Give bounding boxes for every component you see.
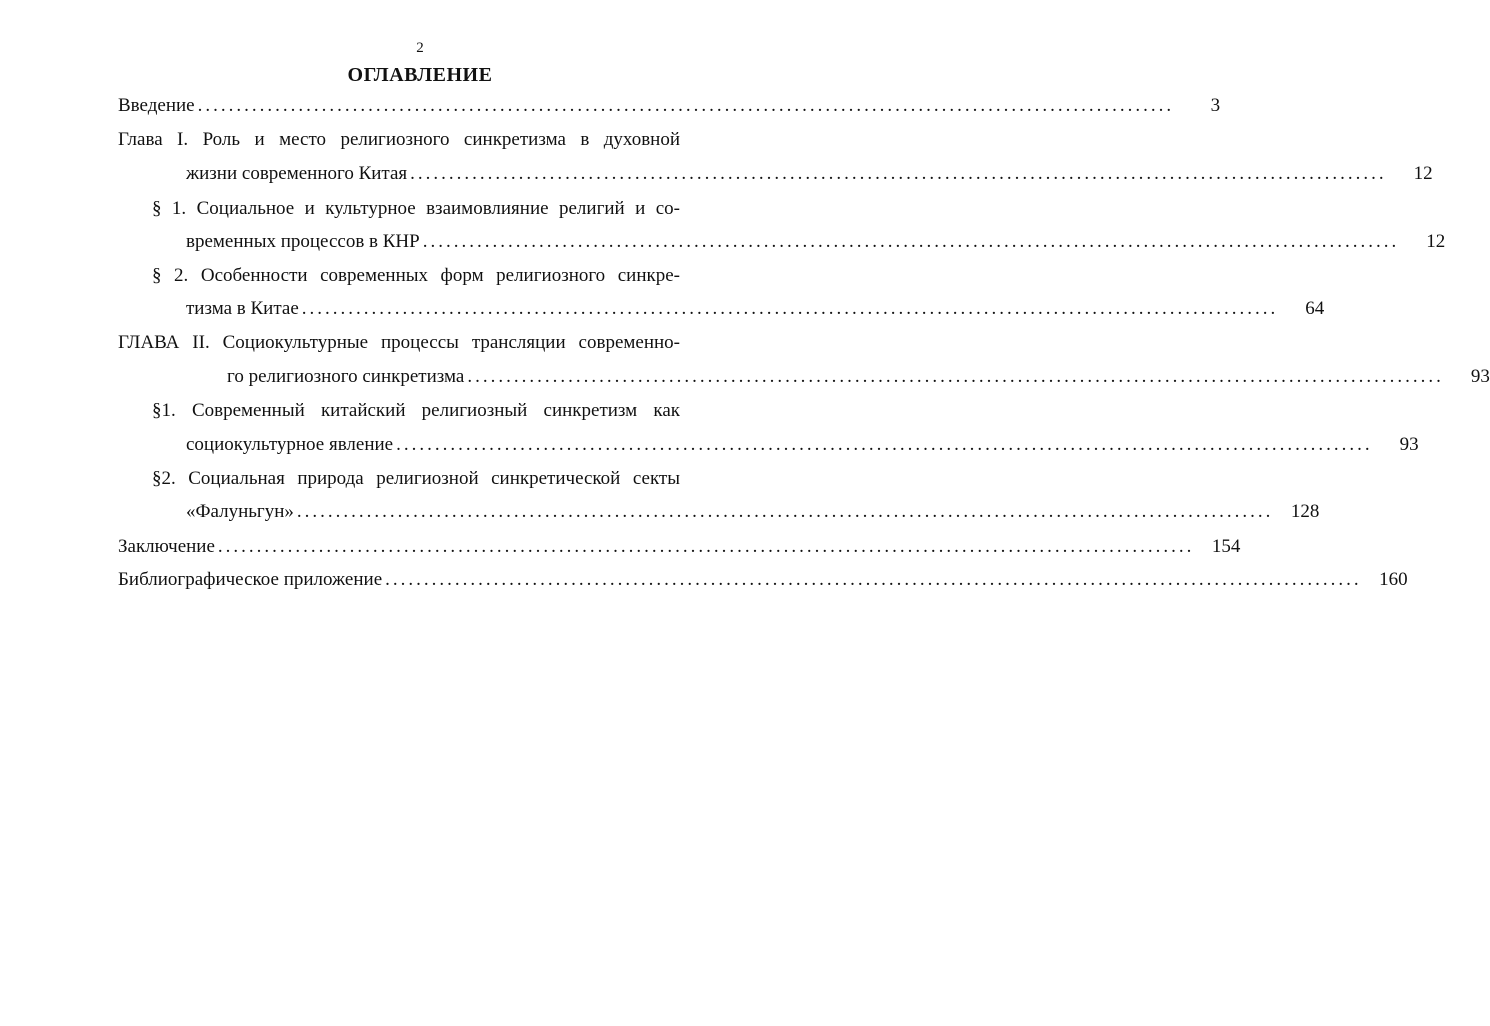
toc-entry-section-1-1-line1[interactable]: § 1. Социальное и культурное взаимовлияние религий и со- [152, 198, 680, 219]
toc-leader-dots: .............................................................................................................................. [385, 569, 1362, 590]
toc-entry-section-1-2-line1[interactable]: § 2. Особенности современных форм религиозного синкре- [152, 265, 680, 286]
toc-entry-title: го религиозного синкретизма [227, 366, 465, 387]
toc-entry-section-2-1-line1[interactable]: §1. Современный китайский религиозный синкретизм как [152, 400, 680, 421]
toc-page-number: 160 [1379, 569, 1408, 590]
toc-leader-dots: .............................................................................................................................. [301, 298, 1279, 319]
toc-entry-title: временных процессов в КНР [186, 231, 420, 252]
toc-leader-dots: .............................................................................................................................. [296, 501, 1274, 522]
page-title: ОГЛАВЛЕНИЕ [347, 64, 493, 86]
toc-entry-title: жизни современного Китая [186, 163, 408, 184]
toc-leader-dots: .............................................................................................................................. [422, 231, 1400, 252]
toc-page-number: 154 [1211, 536, 1241, 557]
toc-leader-dots: .............................................................................................................................. [217, 536, 1195, 557]
page-number: 2 [416, 40, 424, 56]
toc-page-number: 12 [1426, 231, 1446, 252]
toc-entry-section-1-1-line2[interactable] [186, 229, 1446, 255]
toc-entry-section-2-2-line2[interactable] [186, 499, 1320, 525]
toc-entry-title: тизма в Китае [186, 298, 299, 319]
toc-entry-title: Библиографическое приложение [118, 569, 383, 590]
toc-page-number: 128 [1290, 501, 1320, 522]
toc-entry-title: Заключение [118, 536, 215, 557]
toc-entry-section-2-2-line1[interactable]: §2. Социальная природа религиозной синкретической секты [152, 468, 680, 489]
toc-leader-dots: .............................................................................................................................. [396, 434, 1373, 455]
toc-page-number: 3 [1210, 95, 1221, 116]
toc-entry-introduction[interactable] [118, 93, 1221, 119]
toc-leader-dots: .............................................................................................................................. [410, 163, 1387, 184]
toc-entry-section-1-2-line2[interactable] [186, 296, 1325, 322]
toc-entry-title: Введение [118, 95, 195, 116]
toc-page-number: 12 [1413, 163, 1433, 184]
toc-leader-dots: .............................................................................................................................. [467, 366, 1444, 387]
toc-entry-chapter-2-line2[interactable] [227, 364, 1490, 390]
toc-page-number: 64 [1305, 298, 1325, 319]
toc-entry-title: социокультурное явление [186, 434, 394, 455]
toc-entry-bibliography[interactable] [118, 567, 1408, 593]
toc-leader-dots: .............................................................................................................................. [197, 95, 1175, 116]
toc-entry-title: «Фалуньгун» [186, 501, 294, 522]
toc-entry-chapter-1-line2[interactable] [186, 161, 1433, 187]
toc-entry-chapter-2-line1[interactable]: ГЛАВА II. Социокультурные процессы трансляции современно- [118, 332, 680, 353]
toc-entry-conclusion[interactable] [118, 534, 1241, 560]
toc-entry-section-2-1-line2[interactable] [186, 432, 1419, 458]
toc-page-number: 93 [1399, 434, 1419, 455]
toc-page-number: 93 [1470, 366, 1490, 387]
toc-entry-chapter-1-line1[interactable]: Глава I. Роль и место религиозного синкретизма в духовной [118, 129, 680, 150]
